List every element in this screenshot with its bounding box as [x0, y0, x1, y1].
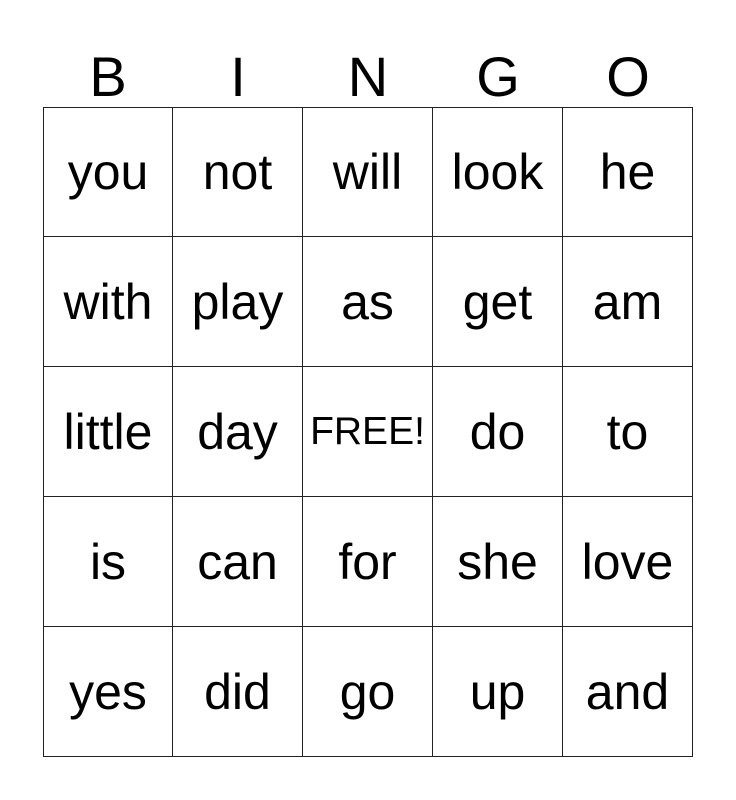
- bingo-cell: yes: [43, 627, 173, 757]
- bingo-cell: look: [433, 107, 563, 237]
- bingo-cell: can: [173, 497, 303, 627]
- bingo-cell: little: [43, 367, 173, 497]
- bingo-cell: day: [173, 367, 303, 497]
- bingo-cell: as: [303, 237, 433, 367]
- bingo-cell: she: [433, 497, 563, 627]
- bingo-grid: [43, 107, 693, 757]
- bingo-cell: to: [563, 367, 693, 497]
- header-letter-b: B: [89, 45, 127, 108]
- bingo-cell: did: [173, 627, 303, 757]
- bingo-cell: play: [173, 237, 303, 367]
- bingo-cell: will: [303, 107, 433, 237]
- bingo-cell: is: [43, 497, 173, 627]
- bingo-cell: and: [563, 627, 693, 757]
- bingo-cell: with: [43, 237, 173, 367]
- bingo-cell: go: [303, 627, 433, 757]
- bingo-cell: you: [43, 107, 173, 237]
- bingo-cell: not: [173, 107, 303, 237]
- bingo-cell: am: [563, 237, 693, 367]
- bingo-cell: for: [303, 497, 433, 627]
- bingo-cell: he: [563, 107, 693, 237]
- bingo-cell: get: [433, 237, 563, 367]
- bingo-cell: do: [433, 367, 563, 497]
- header-letter-n: N: [347, 45, 389, 108]
- header-letter-i: I: [230, 45, 246, 108]
- bingo-cell: up: [433, 627, 563, 757]
- bingo-header: [43, 45, 693, 107]
- free-space-cell: FREE!: [303, 367, 433, 497]
- header-letter-g: G: [476, 45, 520, 108]
- bingo-cell: love: [563, 497, 693, 627]
- header-letter-o: O: [606, 45, 650, 108]
